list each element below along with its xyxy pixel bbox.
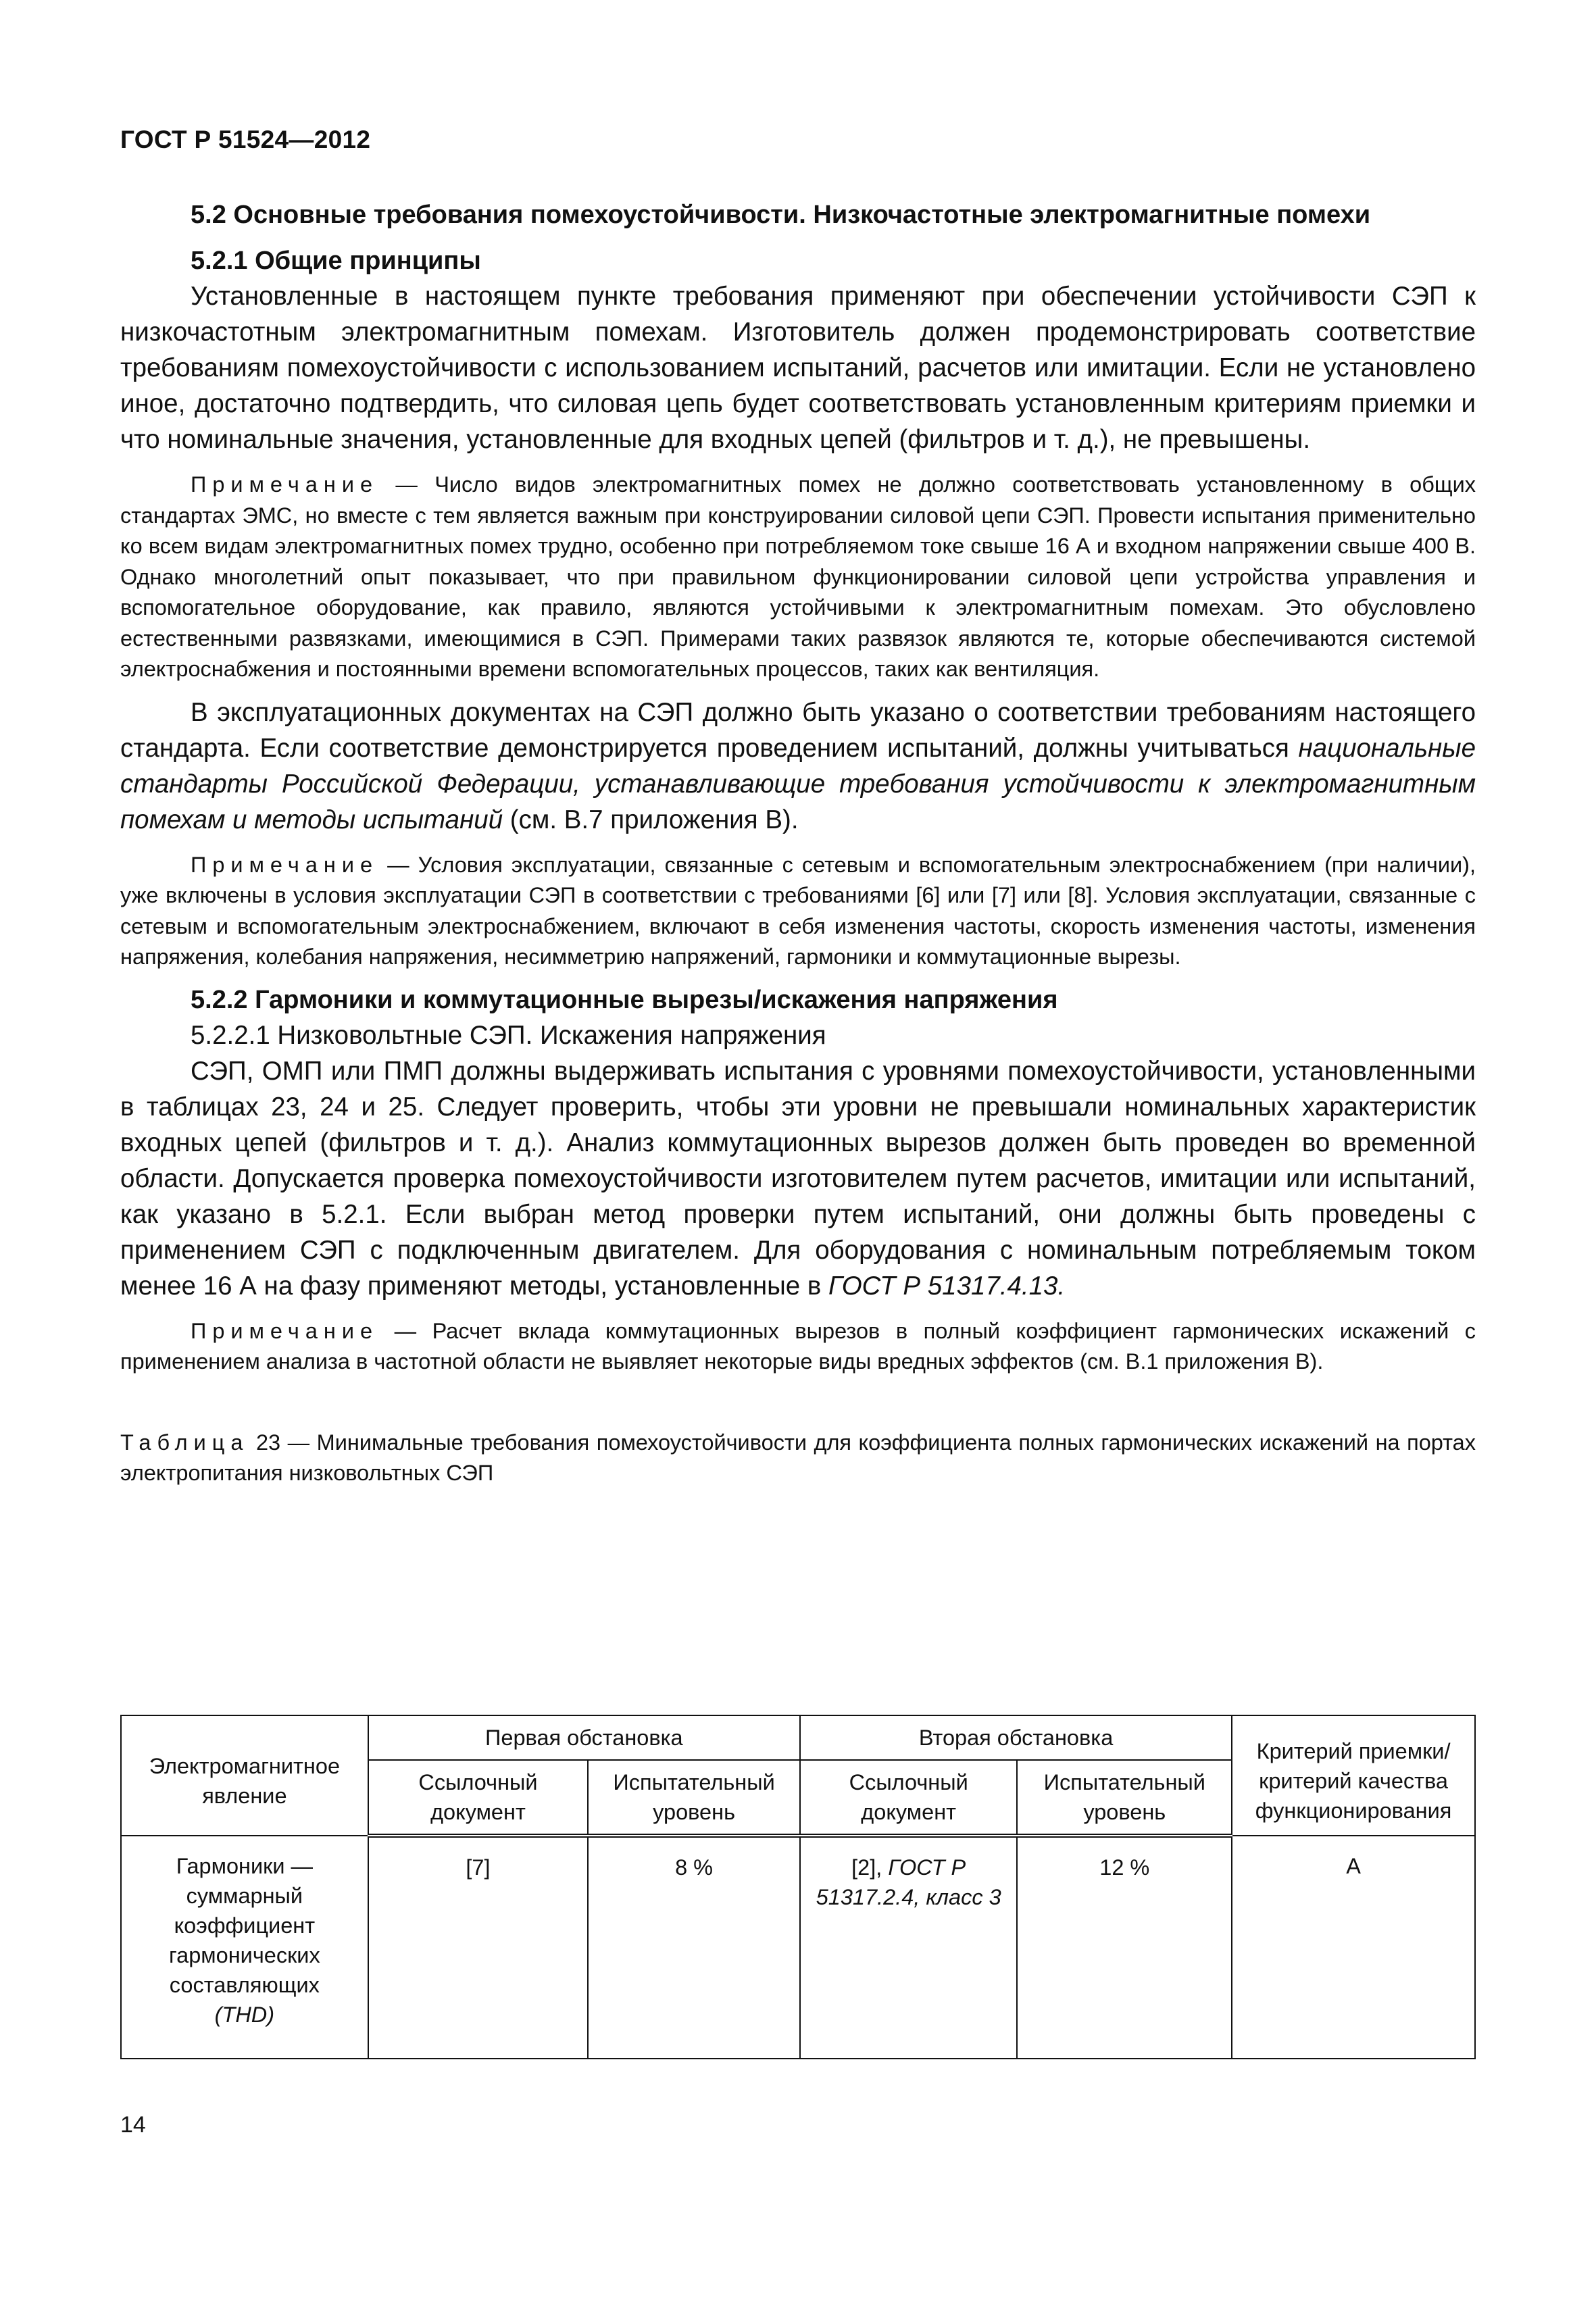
header-ref-doc-2: Ссылочный документ [800,1760,1017,1836]
page-number: 14 [120,2112,146,2138]
header-second-environment: Вторая обстановка [800,1715,1232,1760]
note-1-label: Примечание [191,472,379,497]
table-row [121,1836,1475,2059]
note-3-label: Примечание [191,1318,379,1343]
cell-level-1: 8 % [588,1836,800,2059]
section-5-2-1-title: 5.2.1 Общие принципы [191,247,481,275]
cell-ref-1: [7] [368,1836,588,2059]
paragraph-2-start: В эксплуатационных документах на СЭП должно быть указано о соответствии требованиям настоящего стандарта. Если соответствие демонстрируется проведением испытаний, должны учитываться [120,697,1476,763]
header-ref-doc-1: Ссылочный документ [368,1760,588,1836]
cell-phenomenon [121,1836,368,2059]
paragraph-3-start: СЭП, ОМП или ПМП должны выдерживать испытания с уровнями помехоустойчивости, установленными в таблицах 23, 24 и 25. Следует проверить, чтобы эти уровни не превышали номинальных характеристик входных цепей (фильтров и т. д.). Анализ коммутационных вырезов должен быть проведен во временной области. Допускается проверка помехоустойчивости изготовителем путем расчетов, имитации или испытаний, как указано в 5.2.1. Если выбран метод проверки путем испытаний, они должны быть проведены с применением СЭП с подключенным двигателем. Для оборудования с номинальным потребляемым током менее 16 А на фазу применяют методы, установленные в [120,1056,1476,1301]
table-23 [120,1715,1476,2059]
cell-ref-2-plain: [2], [851,1855,889,1880]
header-first-environment: Первая обстановка [368,1715,800,1760]
header-test-level-2: Испытательный уровень [1017,1760,1232,1836]
cell-phenomenon-abbr: (THD) [214,2003,275,2027]
cell-criterion: А [1232,1836,1475,2059]
document-header: ГОСТ Р 51524—2012 [120,126,371,153]
paragraph-3-italic: ГОСТ Р 51317.4.13. [828,1271,1066,1301]
cell-ref-2-italic: ГОСТ Р 51317.2.4, класс 3 [816,1855,1001,1909]
cell-phenomenon-text: Гармоники — суммарный коэффициент гармонических составляющих [169,1854,320,1997]
section-5-2-1-paragraph-2 [120,695,1476,838]
note-2-label: Примечание [191,852,379,877]
table-23-caption [120,1428,1476,1489]
note-1 [120,470,1476,685]
note-3-text: — Расчет вклада коммутационных вырезов в полный коэффициент гармонических искажений с применением анализа в частотной области не выявляет некоторые виды вредных эффектов (см. В.1 приложения В). [120,1318,1476,1374]
note-2-text: — Условия эксплуатации, связанные с сетевым и вспомогательным электроснабжением (при наличии), уже включены в условия эксплуатации СЭП в соответствии с требованиями [6] или [7] или [8]. Условия эксплуатации, связанные с сетевым и вспомогательным электроснабжением, включают в себя изменения частоты, скорость изменения частоты, изменения напряжения, колебания напряжения, несимметрию напряжений, гармоники и коммутационные вырезы. [120,852,1476,969]
table-23-caption-text: 23 — Минимальные требования помехоустойчивости для коэффициента полных гармонических искажений на портах электропитания низковольтных СЭП [120,1430,1476,1485]
cell-level-2: 12 % [1017,1836,1232,2059]
note-2 [120,850,1476,973]
header-criterion: Критерий приемки/ критерий качества функционирования [1232,1715,1475,1836]
paragraph-2-end: (см. В.7 приложения В). [503,805,799,834]
section-5-2-2-1-paragraph [120,1053,1476,1304]
section-5-2-2-title: 5.2.2 Гармоники и коммутационные вырезы/искажения напряжения [191,985,1058,1014]
cell-ref-2 [800,1836,1017,2059]
paragraph-2-italic: национальные стандарты Российской Федерации, устанавливающие требования устойчивости к электромагнитным помехам и методы испытаний [120,733,1476,834]
note-3 [120,1316,1476,1378]
note-1-text: — Число видов электромагнитных помех не должно соответствовать установленному в общих стандартах ЭМС, но вместе с тем является важным при конструировании силовой цепи СЭП. Провести испытания применительно ко всем видам электромагнитных помех трудно, особенно при потребляемом токе свыше 16 А и входном напряжении свыше 400 В. Однако многолетний опыт показывает, что при правильном функционировании силовой цепи устройства управления и вспомогательное оборудование, как правило, являются устойчивыми к электромагнитным помехам. Это обусловлено естественными развязками, имеющимися в СЭП. Примерами таких развязок являются те, которые обеспечиваются системой электроснабжения и постоянными времени вспомогательных процессов, таких как вентиляция. [120,472,1476,681]
section-5-2-1-paragraph-1: Установленные в настоящем пункте требования применяют при обеспечении устойчивости СЭП к низкочастотным электромагнитным помехам. Изготовитель должен продемонстрировать соответствие требованиям помехоустойчивости с использованием испытаний, расчетов или имитации. Если не установлено иное, достаточно подтвердить, что силовая цепь будет соответствовать установленным критериям приемки и что номинальные значения, установленные для входных цепей (фильтров и т. д.), не превышены. [120,282,1476,454]
page-content [120,197,1476,1489]
header-phenomenon: Электромагнитное явление [121,1715,368,1836]
table-23-caption-label: Таблица [120,1430,249,1455]
section-5-2-2-1-title: 5.2.2.1 Низковольтные СЭП. Искажения напряжения [191,1020,826,1050]
header-test-level-1: Испытательный уровень [588,1760,800,1836]
section-5-2-title: 5.2 Основные требования помехоустойчивости. Низкочастотные электромагнитные помехи [191,201,1371,229]
